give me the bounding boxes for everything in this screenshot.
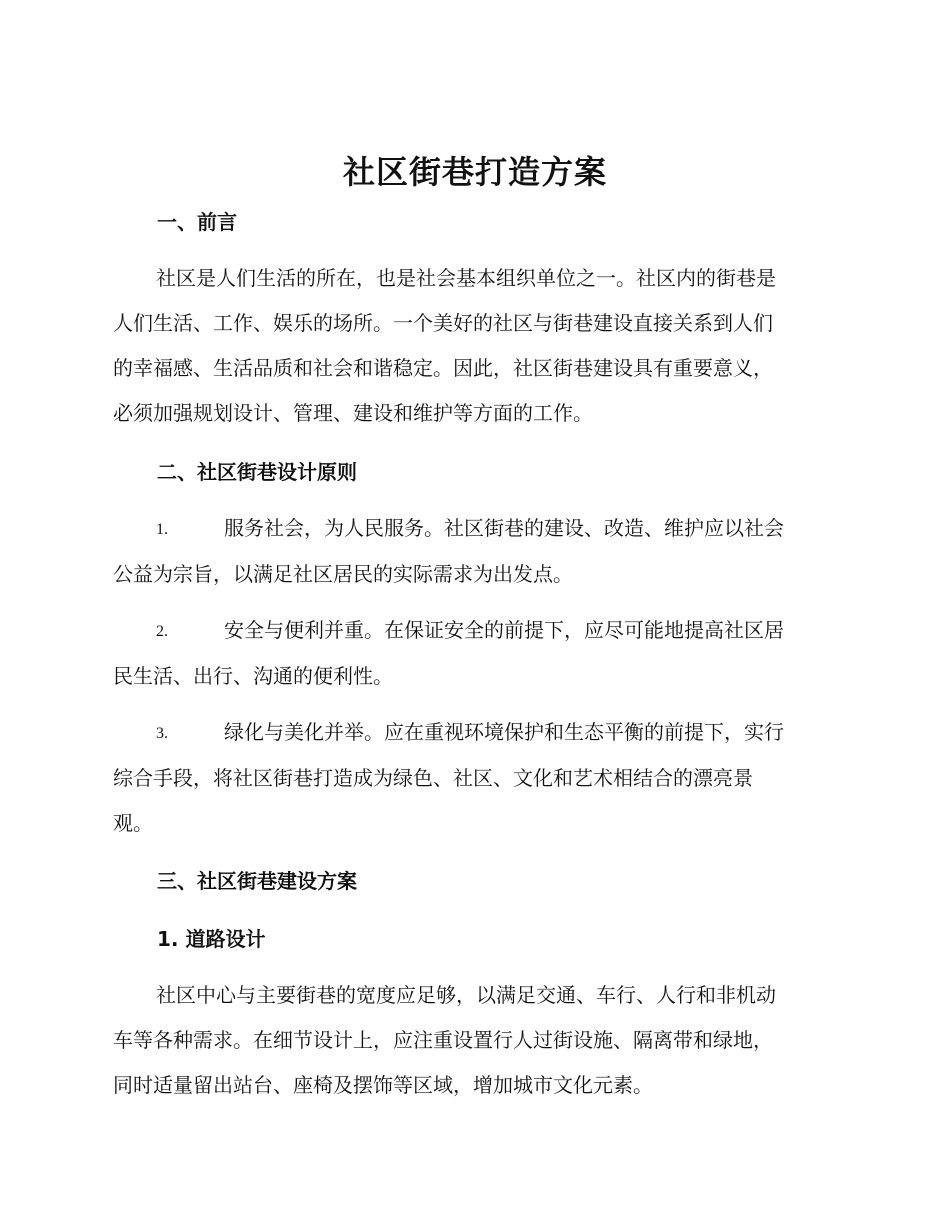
paragraph-line: 安全与便利并重。在保证安全的前提下，应尽可能地提高社区居 <box>224 618 784 642</box>
paragraph-line: 社区中心与主要街巷的宽度应足够，以满足交通、车行、人行和非机动 <box>156 983 776 1007</box>
principle-item-1 <box>113 506 838 597</box>
list-number: 3. <box>156 725 168 742</box>
subsection-heading-road-design: 1. 道路设计 <box>157 927 266 951</box>
paragraph-line: 必须加强规划设计、管理、建设和维护等方面的工作。 <box>113 401 593 425</box>
section-heading-intro: 一、前言 <box>157 210 237 234</box>
plan-paragraph <box>113 973 838 1108</box>
paragraph-line: 车等各种需求。在细节设计上，应注重设置行人过街设施、隔离带和绿地， <box>113 1028 773 1052</box>
intro-paragraph <box>113 256 838 436</box>
paragraph-line: 的幸福感、生活品质和社会和谐稳定。因此，社区街巷建设具有重要意义， <box>113 356 773 380</box>
paragraph-line: 人们生活、工作、娱乐的场所。一个美好的社区与街巷建设直接关系到人们 <box>113 311 773 335</box>
list-number: 1. <box>156 521 168 538</box>
paragraph-line: 社区是人们生活的所在，也是社会基本组织单位之一。社区内的街巷是 <box>156 266 776 290</box>
paragraph-line: 同时适量留出站台、座椅及摆饰等区域，增加城市文化元素。 <box>113 1073 653 1097</box>
paragraph-line: 绿化与美化并举。应在重视环境保护和生态平衡的前提下，实行 <box>224 720 784 744</box>
principle-item-3 <box>113 710 838 846</box>
paragraph-line: 公益为宗旨，以满足社区居民的实际需求为出发点。 <box>113 562 573 586</box>
paragraph-line: 民生活、出行、沟通的便利性。 <box>113 664 393 688</box>
document-title: 社区街巷打造方案 <box>342 153 607 191</box>
section-heading-plan: 三、社区街巷建设方案 <box>157 869 357 893</box>
paragraph-line: 服务社会，为人民服务。社区街巷的建设、改造、维护应以社会 <box>224 516 784 540</box>
paragraph-line: 观。 <box>113 811 153 835</box>
principle-item-2 <box>113 608 838 699</box>
section-heading-principles: 二、社区街巷设计原则 <box>157 460 357 484</box>
paragraph-line: 综合手段，将社区街巷打造成为绿色、社区、文化和艺术相结合的漂亮景 <box>113 766 753 790</box>
list-number: 2. <box>156 623 168 640</box>
